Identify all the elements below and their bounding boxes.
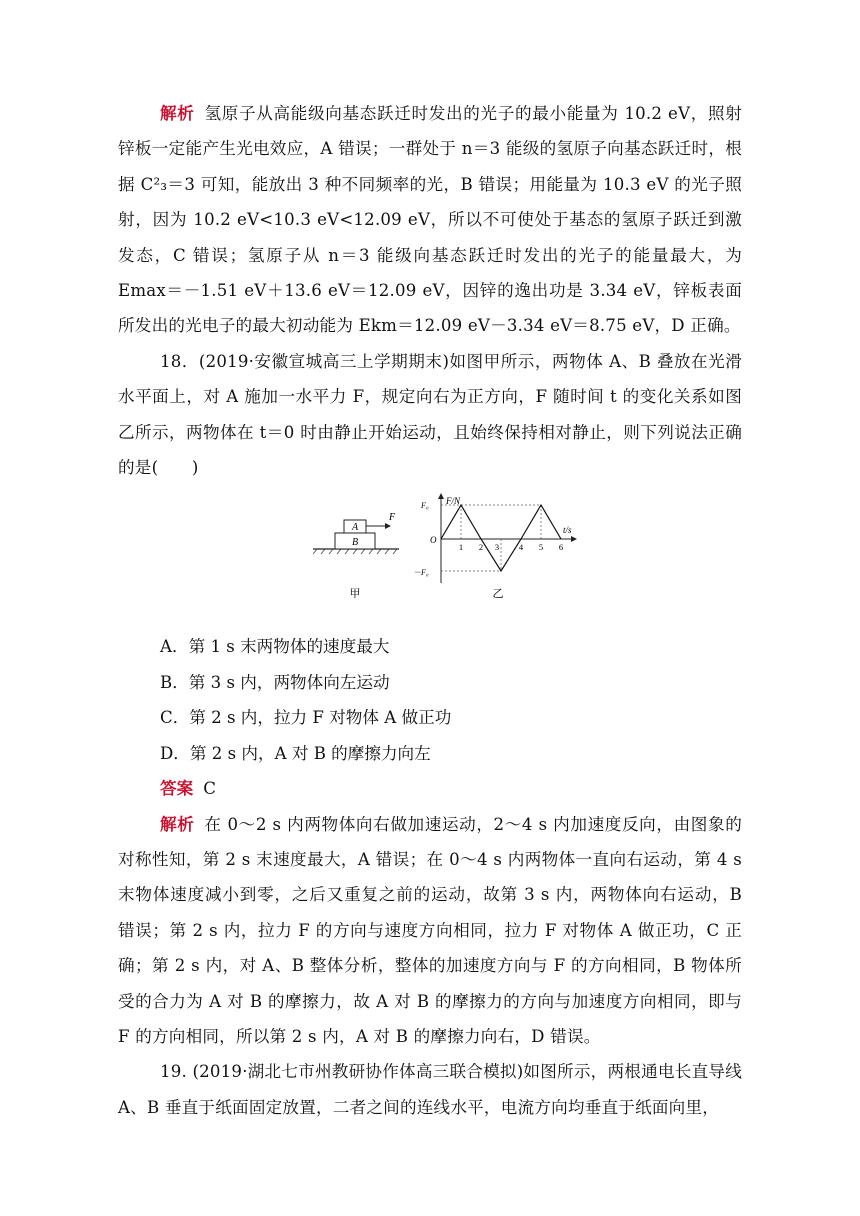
figure-yi-caption: 乙 [492,587,504,601]
analysis-text-2: 在 0～2 s 内两物体向右做加速运动，2～4 s 内加速度反向，由图象的对称性知，第 2 s 末速度最大，A 错误；在 0～4 s 内两物体一直向右运动，第 4 s 末物体速度减小到零，之后又重复之前的运动，故第 3 s 内，两物体向右运动，B 错误；第 2 s 内，拉力 F 的方向与速度方向相同，拉力 F 对物体 A 做正功，C 正确；第 2 s 内，对 A、B 整体分析，整体的加速度方向与 F 的方向相同，B 物体所受的合力为 A 对 B 的摩擦力，故 A 对 B 的摩擦力的方向与加速度方向相同，即与 F 的方向相同，所以第 2 s 内，A 对 B 的摩擦力向右，D 错误。 [118,814,742,1046]
force-arrowhead [385,523,391,529]
x-axis-arrow [571,536,577,542]
figure-yi [413,493,577,600]
origin-label: O [430,535,437,546]
question-19-stem: 19. (2019·湖北七市州教研协作体高三联合模拟)如图所示，两根通电长直导线 A、B 垂直于纸面固定放置，二者之间的连线水平，电流方向均垂直于纸面向里， [118,1062,742,1117]
figure-jia [313,512,399,600]
question-18-figure [118,493,742,623]
tick-5: 5 [538,542,544,553]
option-d: D．第 2 s 内，A 对 B 的摩擦力向左 [160,743,431,763]
y-axis-arrow [438,493,444,499]
block-a-label: A [351,522,359,534]
tick-1: 1 [458,542,464,553]
option-a: A．第 1 s 末两物体的速度最大 [160,637,390,657]
guide-lines [441,505,544,571]
y-axis-label: F/N [446,496,461,507]
tick-4: 4 [518,542,524,553]
question-18-stem: 18．(2019·安徽宣城高三上学期期末)如图甲所示，两物体 A、B 叠放在光滑水平面上，对 A 施加一水平力 F，规定向右为正方向，F 随时间 t 的变化关系如图乙所示，两物体在 t＝0 时由静止开始运动，且始终保持相对静止，则下列说法正确的是( ) [118,351,742,478]
figure-jia-caption: 甲 [349,587,361,601]
ground-hatch [313,549,397,554]
answer-label: 答案 [160,779,194,799]
neg-f0-label: －F₀ [413,568,429,578]
tick-3: 3 [494,542,500,553]
analysis-label: 解析 [160,104,195,123]
tick-6: 6 [558,542,564,553]
force-label: F [389,512,396,524]
option-b: B．第 3 s 内，两物体向左运动 [160,672,390,692]
tick-2: 2 [478,542,484,553]
answer-line [118,771,742,806]
figure-svg [313,493,593,623]
analysis-label-2: 解析 [160,814,195,834]
analysis-paragraph-1 [118,96,742,344]
document-page [118,96,742,1125]
option-c: C．第 2 s 内，拉力 F 对物体 A 做正功 [160,708,452,728]
x-axis-label: t/s [563,525,572,536]
force-curve [441,505,564,571]
answer-value: C [203,779,216,799]
block-b-label: B [351,537,359,549]
analysis-paragraph-2 [118,807,742,1055]
analysis-text: 氢原子从高能级向基态跃迁时发出的光子的最小能量为 10.2 eV，照射锌板一定能产生光电效应，A 错误；一群处于 n＝3 能级的氢原子向基态跃迁时，根据 C²₃＝3 可知，能放出 3 种不同频率的光，B 错误；用能量为 10.3 eV 的光子照射，因为 10.2 eV<10.3 eV<12.09 eV，所以不可使处于基态的氢原子跃迁到激发态，C 错误；氢原子从 n＝3 能级向基态跃迁时发出的光子的能量最大，为 Emax＝－1.51 eV＋13.6 eV＝12.09 eV，因锌的逸出功是 3.34 eV，锌板表面所发出的光电子的最大初动能为 Ekm＝12.09 eV－3.34 eV＝8.75 eV，D 正确。 [118,104,742,336]
f0-label: F₀ [421,501,429,511]
